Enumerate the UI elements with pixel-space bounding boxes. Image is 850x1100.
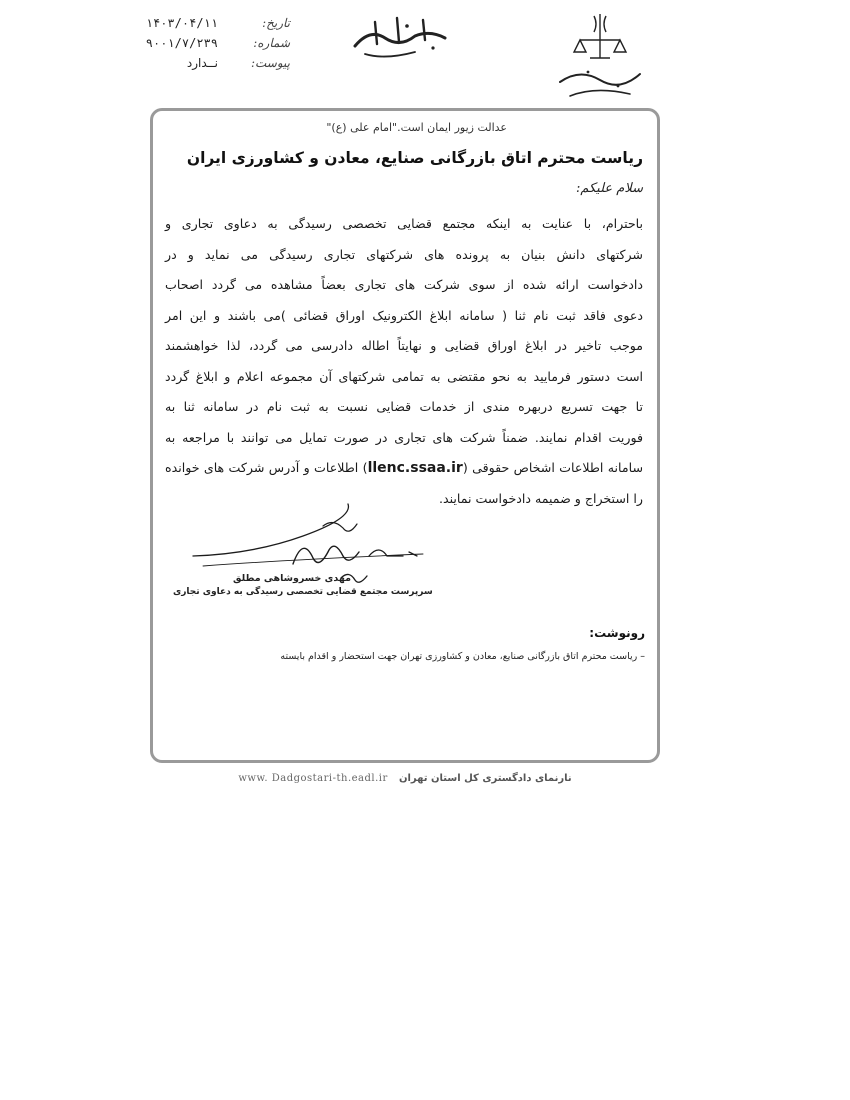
body-line: باحترام، با عنایت به اینکه مجتمع قضایی تخصصی رسیدگی به دعاوی تجاری و xyxy=(165,216,643,231)
body-text: سامانه اطلاعات اشخاص حقوقی ( xyxy=(462,460,643,475)
body-text: ) اطلاعات و آدرس شرکت های خوانده xyxy=(165,460,368,475)
besmellah-calligraphy xyxy=(345,8,455,64)
number-row xyxy=(140,36,290,58)
salutation: سلام علیکم: xyxy=(575,181,643,196)
footer-org-text: نارنمای دادگستری کل استان تهران xyxy=(398,773,572,784)
number-value: ۹۰۰۱/۷/۲۳۹ xyxy=(145,36,218,50)
body-line: دادخواست ارائه شده از سوی شرکت های تجاری بعضاً مشاهده می گردد اصحاب xyxy=(165,277,643,292)
body-line: است دستور فرمایید به نحو مقتضی به تمامی شرکتهای آن مجموعه اعلام و ابلاغ گردد xyxy=(165,368,643,384)
body-line: دعوی فاقد ثبت نام ثنا ( سامانه ابلاغ الکترونیک اوراق قضائی )می باشند و این امر xyxy=(165,307,643,323)
ssaa-url-link[interactable]: llenc.ssaa.ir xyxy=(367,460,463,476)
attachment-value: نــدارد xyxy=(186,56,218,70)
page-footer xyxy=(150,773,660,784)
letter-meta xyxy=(140,14,290,94)
body-line: را استخراج و ضمیمه دادخواست نمایند. xyxy=(438,490,643,506)
signatory-title: سرپرست مجتمع قضایی تخصصی رسیدگی به دعاوی تجاری xyxy=(173,587,433,597)
number-label: شماره: xyxy=(253,36,290,50)
body-line-url xyxy=(165,453,643,484)
motto-line: عدالت زیور ایمان است."امام علی (ع)" xyxy=(326,121,507,134)
judiciary-emblem xyxy=(540,10,660,110)
letter-body xyxy=(165,209,643,514)
date-label: تاریخ: xyxy=(262,16,290,30)
date-value: ۱۴۰۳/۰۴/۱۱ xyxy=(145,16,218,30)
letter-frame xyxy=(150,108,660,763)
cc-label: رونوشت: xyxy=(589,626,645,640)
body-line: شرکتهای دانش بنیان به پرونده های شرکتهای تجاری رسیدگی می نماید و در xyxy=(165,246,643,262)
body-line: موجب تاخیر در ابلاغ اوراق قضایی و نهایتاً اطاله دادرسی می گردد، لذا خواهشمند xyxy=(165,338,643,353)
recipient-heading: ریاست محترم اتاق بازرگانی صنایع، معادن و کشاورزی ایران xyxy=(186,149,643,167)
attachment-label: پیوست: xyxy=(250,56,290,70)
attachment-row xyxy=(140,56,290,78)
footer-website-link[interactable]: www. Dadgostari-th.eadl.ir xyxy=(238,773,388,784)
date-row xyxy=(140,16,290,38)
signatory-name: مهدی خسروشاهی مطلق xyxy=(233,573,351,584)
cc-item: – ریاست محترم اتاق بازرگانی صنایع، معادن و کشاورزی تهران جهت استحضار و اقدام بایسته xyxy=(280,651,645,662)
body-line: فوریت اقدام نمایند. ضمناً شرکت های تجاری در صورت تمایل می توانند با مراجعه به xyxy=(165,429,643,445)
body-line: تا جهت تسریع دربهره مندی از خدمات قضایی نسبت به ثبت نام در سامانه ثنا به xyxy=(165,399,643,414)
